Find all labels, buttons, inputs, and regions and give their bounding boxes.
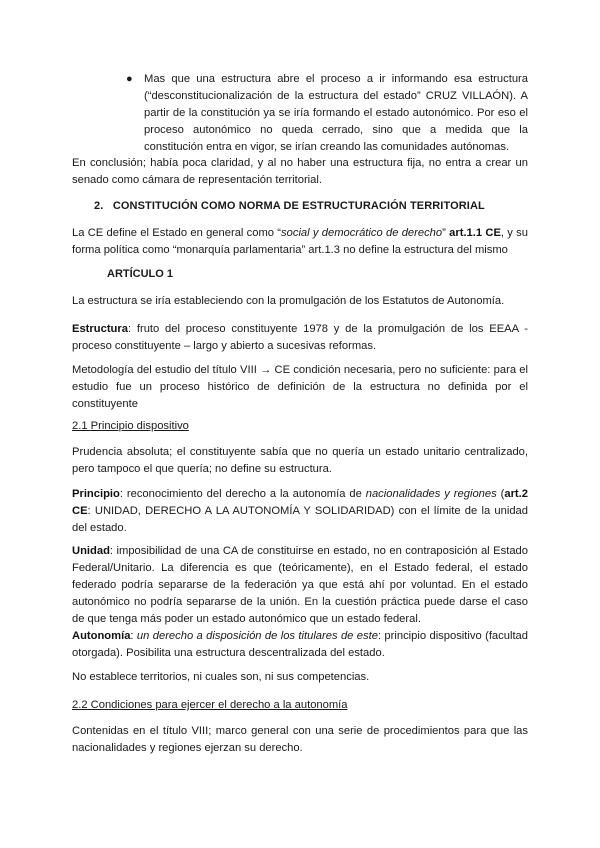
principio-label: Principio (72, 488, 120, 500)
ce-paragraph (72, 225, 528, 259)
estatutos-paragraph: La estructura se iría estableciendo con la promulgación de los Estatutos de Autonomía. (72, 295, 505, 307)
prudencia-paragraph: Prudencia absoluta; el constituyente sabía que no quería un estado unitario centralizado, pero tampoco el que quería; no define su estructura. (72, 446, 528, 475)
autonomia-italic: un derecho a disposición de los titulares de este (136, 630, 378, 642)
unidad-paragraph (72, 543, 528, 628)
subsection-2-2-heading: 2.2 Condiciones para ejercer el derecho a la autonomía (72, 699, 348, 711)
principio-paragraph (72, 486, 528, 537)
estructura-label: Estructura (72, 323, 128, 335)
autonomia-text-2: : principio dispositivo (facultad otorgada). Posibilita una estructura descentralizada del estado. (72, 630, 528, 659)
unidad-text: : imposibilidad de una CA de constituirse en estado, no en contraposición al Estado Federal/Unitario. La diferencia es que (teóricamente), en el Estado federal, el estado federado podría separarse de la federación ya que está ahí por voluntad. En el estado autonómico no podría separarse de la unión. En la cuestión práctica puede darse el caso de que tenga más poder un estado autonómico que un estado federal. (72, 545, 528, 625)
principio-text-2: ( (496, 488, 505, 500)
ce-bold-ref: art.1.1 CE (449, 227, 501, 239)
principio-text-3: : UNIDAD, DERECHO A LA AUTONOMÍA Y SOLIDARIDAD) con el límite de la unidad del estado. (72, 505, 528, 534)
principio-text-1: : reconocimiento del derecho a la autonomía de (119, 488, 366, 500)
contenidas-paragraph: Contenidas en el título VIII; marco general con una serie de procedimientos para que las nacionalidades y regiones ejerzan su derecho. (72, 725, 528, 754)
ce-text-2: ” (442, 227, 450, 239)
subsection-2-1-heading: 2.1 Principio dispositivo (72, 420, 189, 432)
principio-bold-ref: art.2 CE (72, 488, 528, 517)
territorios-paragraph: No establece territorios, ni cuales son, ni sus competencias. (72, 671, 370, 683)
estructura-text: : fruto del proceso constituyente 1978 y de la promulgación de los EEAA - proceso constituyente – largo y abierto a sucesivas reformas. (72, 323, 528, 352)
section-title: CONSTITUCIÓN COMO NORMA DE ESTRUCTURACIÓN TERRITORIAL (112, 200, 485, 212)
section-heading (94, 198, 485, 215)
autonomia-text-1: : (130, 630, 137, 642)
principio-italic: nacionalidades y regiones (365, 488, 497, 500)
ce-text-3: , y su forma política como “monarquía parlamentaria” art.1.3 no define la estructura del mismo (72, 227, 528, 256)
bullet-paragraph: Mas que una estructura abre el proceso a ir informando esa estructura (“desconstitucionalización de la estructura del estado” CRUZ VILLAÓN). A partir de la constitución ya se iría formando el estado autonómico. Por eso el proceso autonómico no queda cerrado, sino que a medida que la constitución entra en vigor, se irían creando las comunidades autónomas. (144, 73, 528, 153)
section-number: 2. (94, 200, 104, 212)
autonomia-label: Autonomía (72, 630, 131, 642)
estructura-paragraph (72, 321, 528, 355)
metodologia-paragraph: Metodología del estudio del título VIII → CE condición necesaria, pero no suficiente: para el estudio fue un proceso histórico de definición de la estructura no definida por el constituyente (72, 364, 528, 410)
unidad-label: Unidad (72, 545, 110, 557)
ce-text-1: La CE define el Estado en general como “ (72, 227, 282, 239)
ce-italic: social y democrático de derecho (281, 227, 443, 239)
autonomia-paragraph (72, 628, 528, 662)
article-heading: ARTÍCULO 1 (107, 268, 173, 280)
bullet-marker: ● (126, 73, 133, 85)
conclusion-paragraph: En conclusión; había poca claridad, y al no haber una estructura fija, no entra a crear un senado como cámara de representación territorial. (72, 157, 528, 186)
